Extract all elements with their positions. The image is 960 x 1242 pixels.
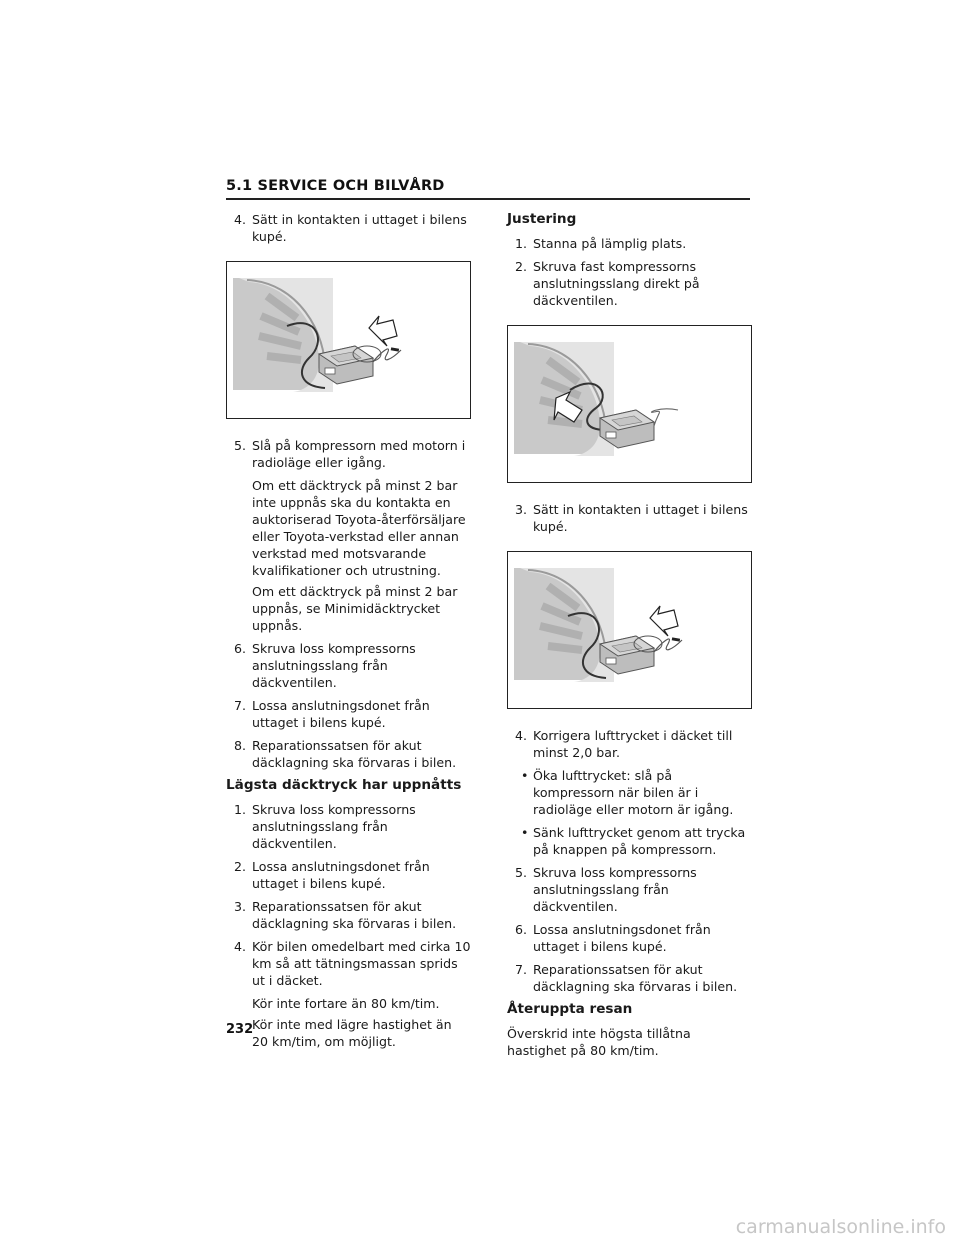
list-item-step8: [226, 737, 471, 771]
list-number: 7.: [515, 962, 528, 977]
watermark: carmanualsonline.info: [735, 1216, 946, 1238]
list-item-step6: [226, 640, 471, 691]
list-text: Kör bilen omedelbart med cirka 10 km så att tätningsmassan sprids ut i däcket.: [252, 939, 471, 988]
list-number: 1.: [234, 802, 247, 817]
list-item-j3: [507, 501, 752, 535]
list-text: Stanna på lämplig plats.: [533, 236, 687, 251]
bullet-item: [507, 824, 752, 858]
list-number: 4.: [234, 212, 247, 227]
bullet-item: [507, 767, 752, 818]
bullet-text: Sänk lufttrycket genom att trycka på knappen på kompressorn.: [533, 825, 746, 857]
right-column: [507, 211, 752, 1063]
list-item-j1: [507, 235, 752, 252]
list-item: [226, 938, 471, 989]
bullet-symbol: •: [521, 768, 529, 783]
figure-plug-in-connector-2: [507, 551, 752, 709]
list-item-j5: [507, 864, 752, 915]
list-number: 5.: [515, 865, 528, 880]
paragraph: Kör inte med lägre hastighet än 20 km/tim, om möjligt.: [252, 1017, 452, 1049]
list-text: Skruva loss kompressorns anslutningsslang från däckventilen.: [533, 865, 697, 914]
list-text: Slå på kompressorn med motorn i radioläge eller igång.: [252, 438, 466, 470]
list-number: 3.: [234, 899, 247, 914]
illustration-compressor-plug: [227, 262, 470, 418]
list-item-j2: [507, 258, 752, 309]
list-number: 6.: [234, 641, 247, 656]
list-number: 6.: [515, 922, 528, 937]
illustration-hose-valve: [508, 326, 751, 482]
figure-plug-in-connector: [226, 261, 471, 419]
list-text: Korrigera lufttrycket i däcket till minst 2,0 bar.: [533, 728, 733, 760]
list-text: Skruva fast kompressorns anslutningsslang direkt på däckventilen.: [533, 259, 700, 308]
list-item: [226, 898, 471, 932]
figure-attach-hose: [507, 325, 752, 483]
list-number: 7.: [234, 698, 247, 713]
bullet-text: Öka lufttrycket: slå på kompressorn när bilen är i radioläge eller motorn är igång.: [533, 768, 734, 817]
list-item-j4: [507, 727, 752, 761]
list-number: 4.: [234, 939, 247, 954]
section-heading-resume: Återuppta resan: [507, 1001, 633, 1017]
section-heading: Lägsta däcktryck har uppnåtts: [226, 777, 462, 793]
list-number: 3.: [515, 502, 528, 517]
list-number: 4.: [515, 728, 528, 743]
section-title: 5.1 SERVICE OCH BILVÅRD: [226, 178, 445, 194]
paragraph: Överskrid inte högsta tillåtna hastighet på 80 km/tim.: [507, 1026, 691, 1058]
list-item-step5: [226, 437, 471, 471]
list-item-step7: [226, 697, 471, 731]
list-text: Sätt in kontakten i uttaget i bilens kupé.: [533, 502, 748, 534]
list-text: Lossa anslutningsdonet från uttaget i bilens kupé.: [533, 922, 711, 954]
illustration-compressor-plug: [508, 552, 751, 708]
list-item: [226, 858, 471, 892]
list-number: 1.: [515, 236, 528, 251]
list-text: Reparationssatsen för akut däcklagning ska förvaras i bilen.: [533, 962, 738, 994]
power-cable: [651, 409, 678, 426]
paragraph: Kör inte fortare än 80 km/tim.: [252, 996, 440, 1011]
section-heading-justering: Justering: [507, 211, 577, 227]
page-number: 232: [226, 1022, 254, 1037]
list-text: Skruva loss kompressorns anslutningsslang från däckventilen.: [252, 802, 416, 851]
list-text: Reparationssatsen för akut däcklagning ska förvaras i bilen.: [252, 899, 457, 931]
list-text: Skruva loss kompressorns anslutningsslang från däckventilen.: [252, 641, 416, 690]
arrow-icon: [650, 606, 678, 636]
list-item: [226, 801, 471, 852]
list-number: 8.: [234, 738, 247, 753]
bullet-symbol: •: [521, 825, 529, 840]
list-text: Sätt in kontakten i uttaget i bilens kupé.: [252, 212, 467, 244]
list-number: 2.: [234, 859, 247, 874]
list-number: 2.: [515, 259, 528, 274]
list-item-j7: [507, 961, 752, 995]
header-divider: [226, 198, 750, 200]
list-item-j6: [507, 921, 752, 955]
list-item-step4: [226, 211, 471, 245]
list-text: Lossa anslutningsdonet från uttaget i bilens kupé.: [252, 859, 430, 891]
paragraph: Om ett däcktryck på minst 2 bar uppnås, se Minimidäcktrycket uppnås.: [252, 584, 458, 633]
list-number: 5.: [234, 438, 247, 453]
paragraph: Om ett däcktryck på minst 2 bar inte uppnås ska du kontakta en auktoriserad Toyota-återförsäljare eller Toyota-verkstad eller annan verkstad med motsvarande kvalifikationer och utrustning.: [252, 478, 466, 578]
arrow-icon: [369, 316, 397, 346]
left-column: [226, 211, 471, 1054]
list-text: Lossa anslutningsdonet från uttaget i bilens kupé.: [252, 698, 430, 730]
list-text: Reparationssatsen för akut däcklagning ska förvaras i bilen.: [252, 738, 457, 770]
